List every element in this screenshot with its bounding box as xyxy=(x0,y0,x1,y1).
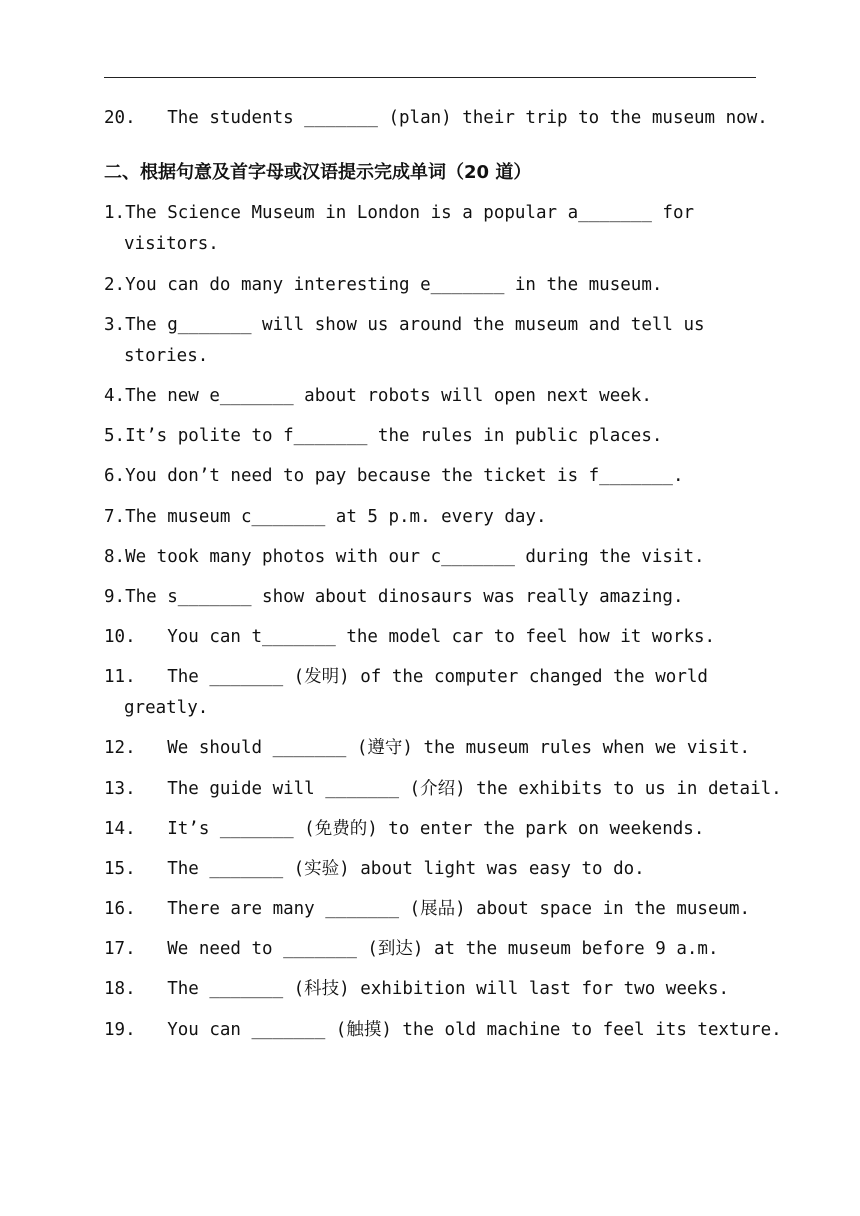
question-7: 7.The museum c_______ at 5 p.m. every day. xyxy=(104,507,547,527)
question-1: 1.The Science Museum in London is a popular a_______ for xyxy=(104,203,695,223)
question-11: 11. The _______ (发明) of the computer changed the world xyxy=(104,667,708,687)
question-14: 14. It’s _______ (免费的) to enter the park on weekends. xyxy=(104,819,705,839)
question-4: 4.The new e_______ about robots will open next week. xyxy=(104,386,652,406)
section-heading: 二、根据句意及首字母或汉语提示完成单词（20 道） xyxy=(104,162,532,183)
question-9: 9.The s_______ show about dinosaurs was really amazing. xyxy=(104,587,684,607)
question-15: 15. The _______ (实验) about light was easy to do. xyxy=(104,859,645,879)
question-18: 18. The _______ (科技) exhibition will last for two weeks. xyxy=(104,979,730,999)
question-6: 6.You don’t need to pay because the ticket is f_______. xyxy=(104,466,684,486)
question-10: 10. You can t_______ the model car to feel how it works. xyxy=(104,627,716,647)
question-3-continuation: stories. xyxy=(124,346,209,366)
question-2: 2.You can do many interesting e_______ in the museum. xyxy=(104,275,663,295)
question-16: 16. There are many _______ (展品) about space in the museum. xyxy=(104,899,751,919)
question-13: 13. The guide will _______ (介绍) the exhibits to us in detail. xyxy=(104,779,782,799)
question-20: 20. The students _______ (plan) their trip to the museum now. xyxy=(104,108,768,128)
question-12: 12. We should _______ (遵守) the museum rules when we visit. xyxy=(104,738,751,758)
question-17: 17. We need to _______ (到达) at the museum before 9 a.m. xyxy=(104,939,719,959)
question-11-continuation: greatly. xyxy=(124,698,209,718)
question-3: 3.The g_______ will show us around the museum and tell us xyxy=(104,315,705,335)
question-1-continuation: visitors. xyxy=(124,234,219,254)
question-5: 5.It’s polite to f_______ the rules in public places. xyxy=(104,426,663,446)
question-8: 8.We took many photos with our c_______ during the visit. xyxy=(104,547,705,567)
question-19: 19. You can _______ (触摸) the old machine to feel its texture. xyxy=(104,1020,782,1040)
header-divider xyxy=(104,77,756,78)
